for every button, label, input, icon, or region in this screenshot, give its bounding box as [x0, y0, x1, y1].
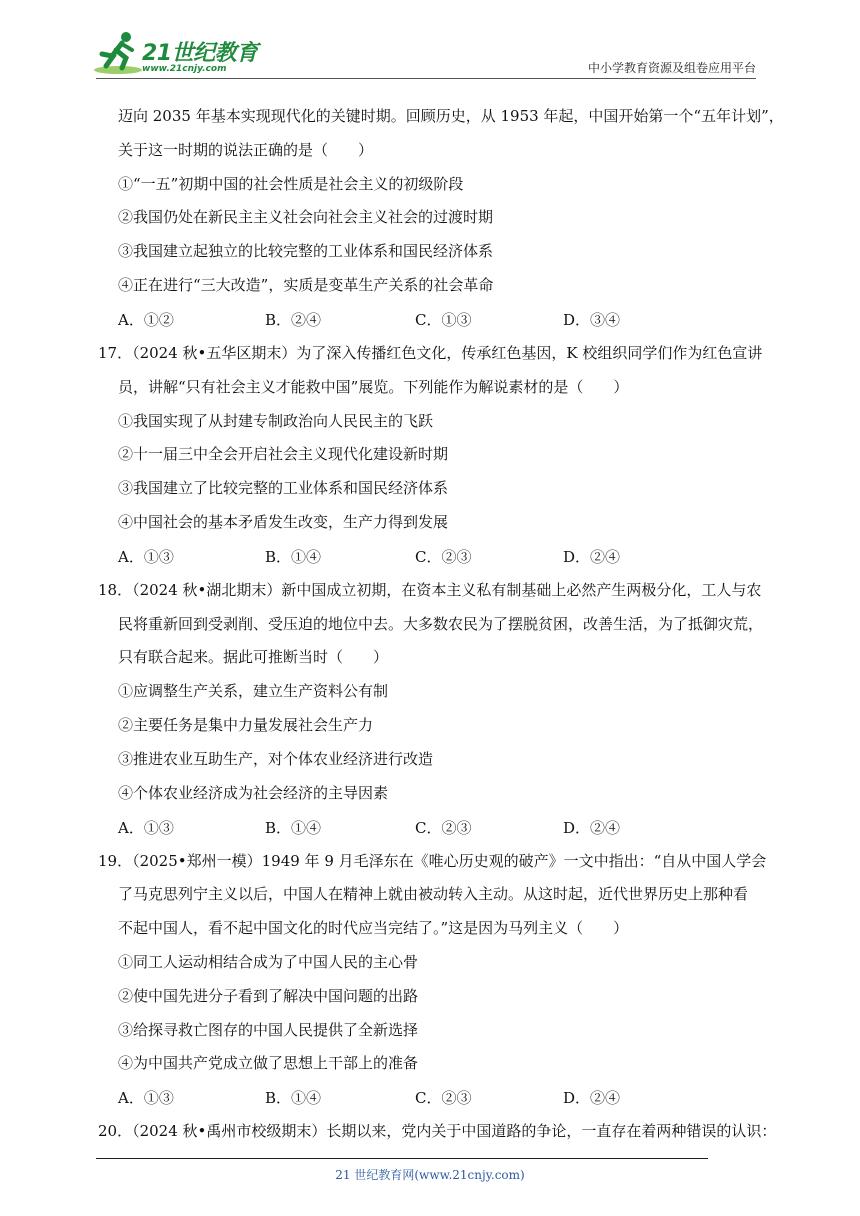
q19-line-1: 19．（2025•郑州一模）1949 年 9 月毛泽东在《唯心历史观的破产》一文中指出：“自从中国人学会 — [98, 852, 767, 870]
q17-statement-1: ①我国实现了从封建专制政治向人民民主的飞跃 — [118, 412, 434, 430]
option-d[interactable]: D．②④ — [563, 548, 621, 566]
q19-line-3: 不起中国人，看不起中国文化的时代应当完结了。”这是因为马列主义（ ） — [118, 919, 629, 937]
option-b[interactable]: B．①④ — [265, 819, 322, 837]
option-a[interactable]: A．①③ — [118, 548, 174, 566]
q18-line-3: 只有联合起来。据此可推断当时（ ） — [118, 648, 389, 666]
header-divider — [96, 78, 756, 79]
option-c[interactable]: C．②③ — [415, 819, 472, 837]
option-c[interactable]: C．①③ — [415, 311, 472, 329]
q17-statement-2: ②十一届三中全会开启社会主义现代化建设新时期 — [118, 445, 449, 463]
logo-text: 21世纪教育 — [142, 41, 258, 66]
q18-statement-4: ④个体农业经济成为社会经济的主导因素 — [118, 784, 389, 802]
option-a[interactable]: A．①③ — [118, 1089, 174, 1107]
logo-url: www.21cnjy.com — [142, 64, 227, 74]
site-logo[interactable] — [92, 30, 262, 80]
q17-line-2: 员，讲解“只有社会主义才能救中国”展览。下列能作为解说素材的是（ ） — [118, 378, 629, 396]
q18-line-2: 民将重新回到受剥削、受压迫的地位中去。大多数农民为了摆脱贫困，改善生活，为了抵御灾荒， — [118, 615, 764, 633]
option-d[interactable]: D．③④ — [563, 311, 621, 329]
q18-statement-3: ③推进农业互助生产，对个体农业经济进行改造 — [118, 750, 434, 768]
option-b[interactable]: B．②④ — [265, 311, 322, 329]
option-c[interactable]: C．②③ — [415, 1089, 472, 1107]
option-d[interactable]: D．②④ — [563, 1089, 621, 1107]
q18-options — [118, 817, 758, 837]
q19-statement-4: ④为中国共产党成立做了思想上干部上的准备 — [118, 1054, 419, 1072]
page-header — [0, 0, 860, 82]
q17-line-1: 17．（2024 秋•五华区期末）为了深入传播红色文化，传承红色基因，K 校组织同学们作为红色宣讲 — [98, 344, 763, 362]
q16-statement-4: ④正在进行“三大改造”，实质是变革生产关系的社会革命 — [118, 276, 494, 294]
q19-options — [118, 1087, 758, 1107]
option-a[interactable]: A．①② — [118, 311, 174, 329]
option-b[interactable]: B．①④ — [265, 1089, 322, 1107]
q18-statement-1: ①应调整生产关系，建立生产资料公有制 — [118, 682, 389, 700]
footer-text[interactable]: 21 世纪教育网(www.21cnjy.com) — [335, 1168, 525, 1182]
q19-line-2: 了马克思列宁主义以后，中国人在精神上就由被动转入主动。从这时起，近代世界历史上那种看 — [118, 885, 749, 903]
q16-options — [118, 309, 758, 329]
q16-line-2: 关于这一时期的说法正确的是（ ） — [118, 141, 374, 159]
option-a[interactable]: A．①③ — [118, 819, 174, 837]
q19-statement-3: ③给探寻救亡图存的中国人民提供了全新选择 — [118, 1021, 419, 1039]
runner-logo-icon — [92, 30, 144, 76]
q16-statement-2: ②我国仍处在新民主主义社会向社会主义社会的过渡时期 — [118, 208, 494, 226]
platform-name: 中小学教育资源及组卷应用平台 — [587, 61, 756, 75]
q16-line-1: 迈向 2035 年基本实现现代化的关键时期。回顾历史，从 1953 年起，中国开始第一个“五年计划”， — [118, 107, 784, 125]
q20-line-1: 20．（2024 秋•禹州市校级期末）长期以来，党内关于中国道路的争论，一直存在着两种错误的认识： — [98, 1122, 777, 1140]
q18-line-1: 18．（2024 秋•湖北期末）新中国成立初期，在资本主义私有制基础上必然产生两极分化，工人与农 — [98, 581, 762, 599]
q17-statement-4: ④中国社会的基本矛盾发生改变，生产力得到发展 — [118, 513, 449, 531]
option-c[interactable]: C．②③ — [415, 548, 472, 566]
q17-options — [118, 546, 758, 566]
q17-statement-3: ③我国建立了比较完整的工业体系和国民经济体系 — [118, 479, 449, 497]
q19-statement-1: ①同工人运动相结合成为了中国人民的主心骨 — [118, 953, 419, 971]
q19-statement-2: ②使中国先进分子看到了解决中国问题的出路 — [118, 987, 419, 1005]
q16-statement-1: ①“一五”初期中国的社会性质是社会主义的初级阶段 — [118, 175, 464, 193]
q16-statement-3: ③我国建立起独立的比较完整的工业体系和国民经济体系 — [118, 242, 494, 260]
option-b[interactable]: B．①④ — [265, 548, 322, 566]
option-d[interactable]: D．②④ — [563, 819, 621, 837]
footer-divider — [96, 1158, 708, 1159]
q18-statement-2: ②主要任务是集中力量发展社会生产力 — [118, 716, 374, 734]
